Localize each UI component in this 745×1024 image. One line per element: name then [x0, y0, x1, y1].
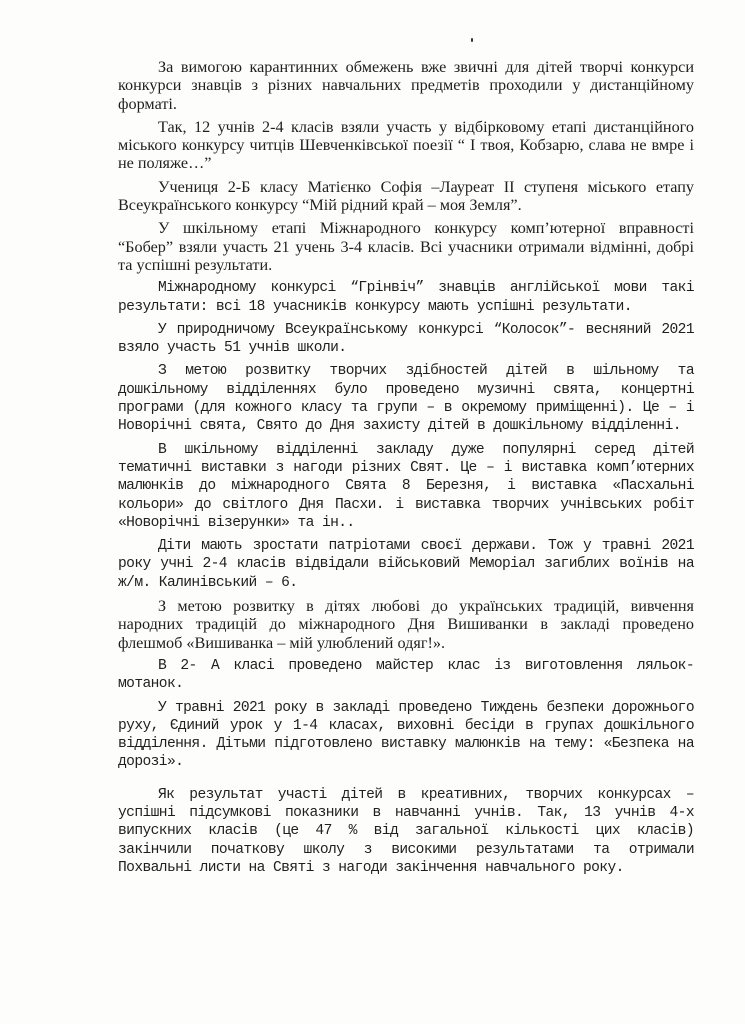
paragraph-road-safety: У травні 2021 року в закладі проведено Тиждень безпеки дорожнього руху, Єдиний урок у 1-4 класах, виховні бесіди в групах дошкільного відділення. Дітьми підготовлено виставку малюнків на тему: «Безпека на дорозі». — [118, 699, 694, 771]
paragraph-vyshyvanka: З метою розвитку в дітях любові до українських традицій, вивчення народних традицій до міжнародного Дня Вишиванки в закладі проведено флешмоб «Вишиванка – мій улюблений одяг!». — [118, 597, 694, 652]
paragraph-kolosok: У природничому Всеукраїнському конкурсі “Колосок”- весняний 2021 взяло участь 51 учнів школи. — [118, 321, 694, 357]
paragraph-music-holidays: З метою розвитку творчих здібностей дітей в шільному та дошкільному відділеннях було проведено музичні свята, концертні програми (для кожного класу та групи – в окремому приміщенні). Це – і Новорічні свята, Свято до Дня захисту дітей в дошкільному відділенні. — [118, 363, 694, 435]
paragraph-greenwich: Міжнародному конкурсі “Грінвіч” знавців англійської мови такі результати: всі 18 учасників конкурсу мають успішні результати. — [118, 280, 694, 315]
document-body — [118, 58, 694, 882]
paragraph-motanka: В 2- А класі проведено майстер клас із виготовлення ляльок-мотанок. — [118, 657, 694, 693]
paragraph-quarantine-contests: За вимогою карантинних обмежень вже звичні для дітей творчі конкурси конкурси знавців з різних навчальних предметів проходили у дистанційному форматі. — [118, 58, 694, 113]
paragraph-bober: У шкільному етапі Міжнародного конкурсу комп’ютерної вправності “Бобер” взяли участь 21 учень 3-4 класів. Всі учасники отримали відмінні, добрі та успішні результати. — [118, 219, 694, 274]
paragraph-patriots: Діти мають зростати патріотами своєї держави. Тож у травні 2021 року учні 2-4 класів відвідали військовий Меморіал загиблих воїнів на ж/м. Калинівський – 6. — [118, 538, 694, 591]
paragraph-results: Як результат участі дітей в креативних, творчих конкурсах – успішні підсумкові показники в навчанні учнів. Так, 13 учнів 4-х випускних класів (це 47 % від загальної кількості цих класів) закінчили початкову школу з високими результатами та отримали Похвальні листи на Святі з нагоди закінчення навчального року. — [118, 786, 694, 876]
paragraph-shevchenko-contest: Так, 12 учнів 2-4 класів взяли участь у відбірковому етапі дистанційного міського конкурсу читців Шевченківської поезії “ І твоя, Кобзарю, слава не вмре і не поляже…” — [118, 117, 694, 173]
ink-dot — [471, 38, 473, 42]
paragraph-exhibitions: В шкільному відділенні закладу дуже популярні серед дітей тематичні виставки з нагоди різних Свят. Це – і виставка комп’ютерних малюнків до міжнародного Свята 8 Березня, і виставка «Пасхальні кольори» до світлого Дня Пасхи. і виставка творчих учнівських робіт «Новорічні візерунки» та ін.. — [118, 441, 694, 531]
paragraph-laureate: Учениця 2-Б класу Матієнко Софія –Лауреат ІІ ступеня міського етапу Всеукраїнського конкурсу “Мій рідний край – моя Земля”. — [118, 177, 694, 215]
